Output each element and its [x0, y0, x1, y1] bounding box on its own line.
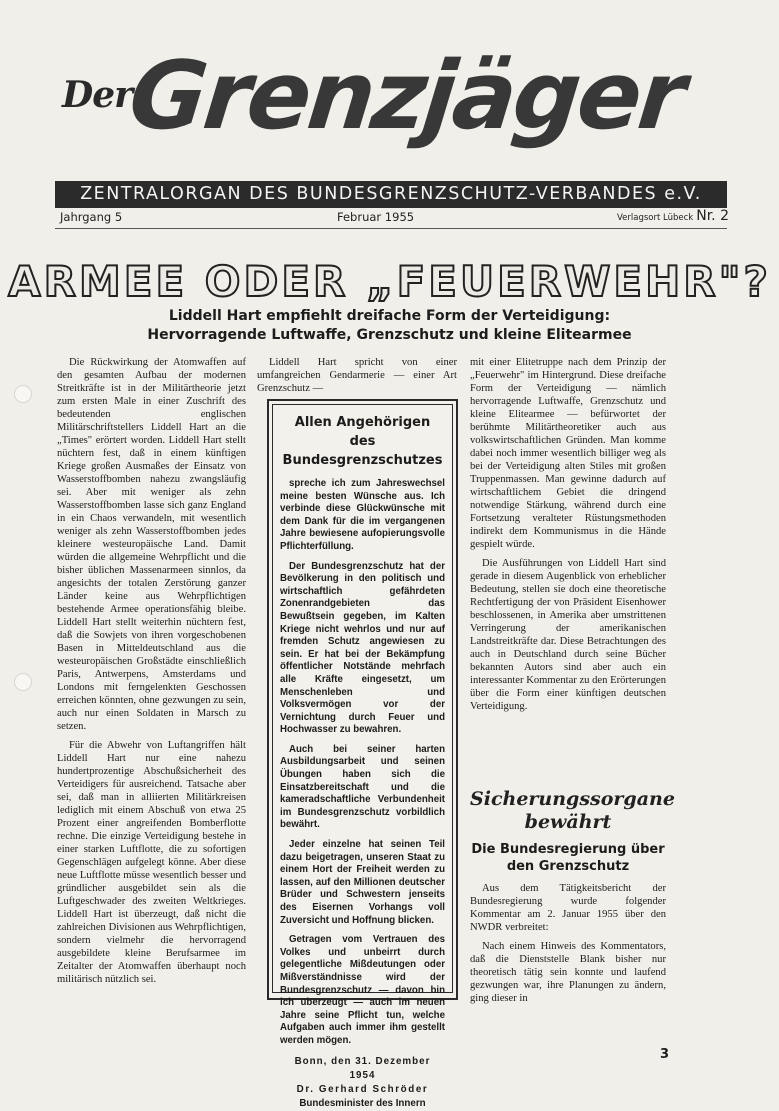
article-paragraph: Liddell Hart spricht von einer umfangreichen Gendarmerie — einer Art Grenzschutz — [257, 357, 457, 394]
notice-heading-2: des Bundesgrenzschutzes [282, 434, 443, 468]
article-paragraph: Für die Abwehr von Luftangriffen hält Liddell Hart nur eine nahezu hundertprozentige Abschußsicherheit des Verteidigers für ausreichend. Tatsache aber sei, daß man in alliierten Militärkreisen lediglich mit einem Abschuß von etwa 25 Prozent einer angreifenden Bomberflotte rechne. Die einzige Verteidigung bestehe in einer starken Luftflotte, die zu sofortigen Gegenschlägen aufgelegt könne. Aber diese neue Luftflotte müsse wesentlich besser und gründlicher ausgebildet sein als die Luftgeschwader des zweiten Weltkrieges. Liddell Hart ist überzeugt, daß nicht die zahlreichen Divisionen aus Wehrpflichtigen, sondern vielmehr die hervorragend ausgebildete kleine Berufsarmee im Zeitalter der Atomwaffen überhaupt noch militärisch nützlich sei. [57, 740, 246, 985]
article-subhead: Liddell Hart empfiehlt dreifache Form der Verteidigung: [168, 308, 611, 324]
page-number: 3 [660, 1047, 670, 1062]
notice-paragraph: spreche ich zum Jahreswechsel meine besten Wünsche aus. Ich verbinde diese Glückwünsche mit dem Dank für die im vergangenen Jahre bewiesene aufopierungsvolle Pflichterfüllung. [280, 478, 445, 552]
notice-signer: Dr. Gerhard Schröder [296, 1083, 429, 1095]
masthead-title: Grenzjäger [124, 42, 688, 151]
article-paragraph: Die Ausführungen von Liddell Hart sind gerade in diesem Augenblick von erheblicher Bedeutung, stellen sie doch eine theoretische Rechtfertigung der von Präsident Eisenhower beschlossenen, in Amerika aber umstrittenen Verringerung der amerikanischen Landstreitkräfte dar. Diese Betrachtungen des auch in Deutschland durch seine Bücher bekannten Autors sind aber auch ein interessanter Kommentar zu den Erörterungen über die Form einer künftigen deutschen Verteidigung. [470, 558, 666, 712]
article-column-middle [257, 356, 457, 401]
article-headline: ARMEE ODER „FEUERWEHR"? [8, 257, 771, 306]
issue-info [617, 208, 729, 224]
notice-paragraph: Getragen vom Vertrauen des Volkes und unbeirrt durch gelegentliche Mißdeutungen oder Mißverständnisse wird der Bundesgrenzschutz — davon bin ich überzeugt — auch im neuen Jahre seine Pflicht tun, welche Aufgaben auch immer ihm gestellt werden mögen. [280, 934, 445, 1046]
notice-paragraph: Der Bundesgrenzschutz hat der Bevölkerung in den politisch und wirtschaftlich gefährdeten Zonenrandgebieten das Bewußtsein gegeben, im Kalten Kriege nicht wehrlos und nur auf fremden Schutz angewiesen zu sein. Er hat bei der Bekämpfung öffentlicher Notstände mehrfach alle Kräfte eingesetzt, um Menschenleben und Volksvermögen vor der Vernichtung durch Feuer und Hochwasser zu bewahren. [280, 560, 445, 736]
secondary-title: Sicherungssorgane [470, 788, 675, 810]
article-paragraph: mit einer Elitetruppe nach dem Prinzip der „Feuerwehr" im Hintergrund. Diese dreifache Form der Verteidigung — nämlich hervorragende Luftwaffe, Grenzschutz und kleine Elitearmee — befürwortet der berühmte Militärtheoretiker auch aus volkswirtschaftlichen Gründen. Man komme dabei noch immer wesentlich billiger weg als bei der Verteidigung alten Stiles mit großen Truppenmassen. Man gewinne dadurch auf wirtschaftlichem Gebiet die dringend notwendige Stärkung, während durch eine Fortsetzung veralteter Rüstungsmethoden indirekt dem Kommunismus in die Hände gespielt würde. [470, 357, 666, 550]
masthead-prefix: Der [62, 74, 133, 116]
issue-date: Februar 1955 [337, 210, 415, 224]
article-paragraph: Aus dem Tätigkeitsbericht der Bundesregierung wurde folgender Kommentar am 2. Januar 1955 über den NWDR verbreitet: [470, 883, 666, 933]
notice-dateline: Bonn, den 31. Dezember 1954 [294, 1055, 431, 1081]
issue-number: Nr. 2 [696, 208, 729, 224]
notice-signer-title: Bundesminister des Innern [299, 1097, 426, 1109]
secondary-article-body [470, 882, 666, 1011]
notice-heading: Allen Angehörigen [294, 415, 431, 430]
minister-notice-box [267, 399, 458, 1109]
secondary-subhead: Die Bundesregierung über den Grenzschutz [471, 842, 665, 874]
publication-location: Verlagsort Lübeck [617, 213, 694, 223]
notice-paragraph: Auch bei seiner harten Ausbildungsarbeit und seinen Übungen haben sich die Einsatzbereitschaft und die kameradschaftliche Verbundenheit im Bundesgrenzschutz vorbildlich bewährt. [280, 743, 445, 831]
notice-paragraph: Jeder einzelne hat seinen Teil dazu beigetragen, unseren Staat zu einem Hort der Freiheit werden zu lassen, auf den Millionen deutscher Brüder und Schwestern jenseits des Eisernen Vorhangs voll Zuversicht und Hoffnung blicken. [280, 839, 445, 926]
article-paragraph: Die Rückwirkung der Atomwaffen auf den gesamten Aufbau der modernen Streitkräfte ist in der Militärtheorie jetzt zum ersten Male in einer Zuschrift des bedeutenden englischen Militärschriftstellers Liddell Hart an die „Times" erörtert worden. Liddell Hart stellt nüchtern fest, daß in einem künftigen Kriege großen Ausmaßes der Einsatz von Wasserstoffbomben nahezu zwangsläufig sei. Aber mit weniger als zehn Wasserstoffbomben lasse sich ganz England in ein Chaos verwandeln, mit wesentlich weniger als zehn Wasserstoffbomben jedes kleinere westeuropäische Land. Damit würden die allgemeine Wehrpflicht und die bisher üblichen Massenarmeen sinnlos, da angesichts der totalen Zerstörung ganzer Länder keine aus Wehrpflichtigen bestehende Armee operationsfähig bleibe. Liddell Hart stellt weiterhin nüchtern fest, daß die Sowjets von ihren vorgeschobenen Basen in Mitteldeutschland aus die westeuropäischen Großstädte einschließlich Paris, Antwerpens, Amsterdams und Londons mit ferngelenkten Geschossen erreichen könnten, ohne gezwungen zu sein, auch nur einen Soldaten in Marsch zu setzen. [57, 357, 246, 732]
article-column-left [57, 356, 246, 992]
punch-hole [14, 673, 32, 691]
punch-hole [14, 385, 32, 403]
article-subhead-2: Hervorragende Luftwaffe, Grenzschutz und kleine Elitearmee [147, 327, 632, 343]
secondary-title-2: bewährt [524, 811, 612, 833]
volume-label: Jahrgang 5 [60, 210, 123, 224]
article-paragraph: Nach einem Hinweis des Kommentators, daß die Dienststelle Blank bisher nur theoretisch tätig sein konnte und laufend gezwungen war, ihre Planungen zu ändern, ging dieser in [470, 941, 666, 1004]
masthead-banner: ZENTRALORGAN DES BUNDESGRENZSCHUTZ-VERBANDES e.V. [55, 181, 727, 208]
article-column-right [470, 356, 666, 719]
masthead-rule [55, 228, 727, 229]
